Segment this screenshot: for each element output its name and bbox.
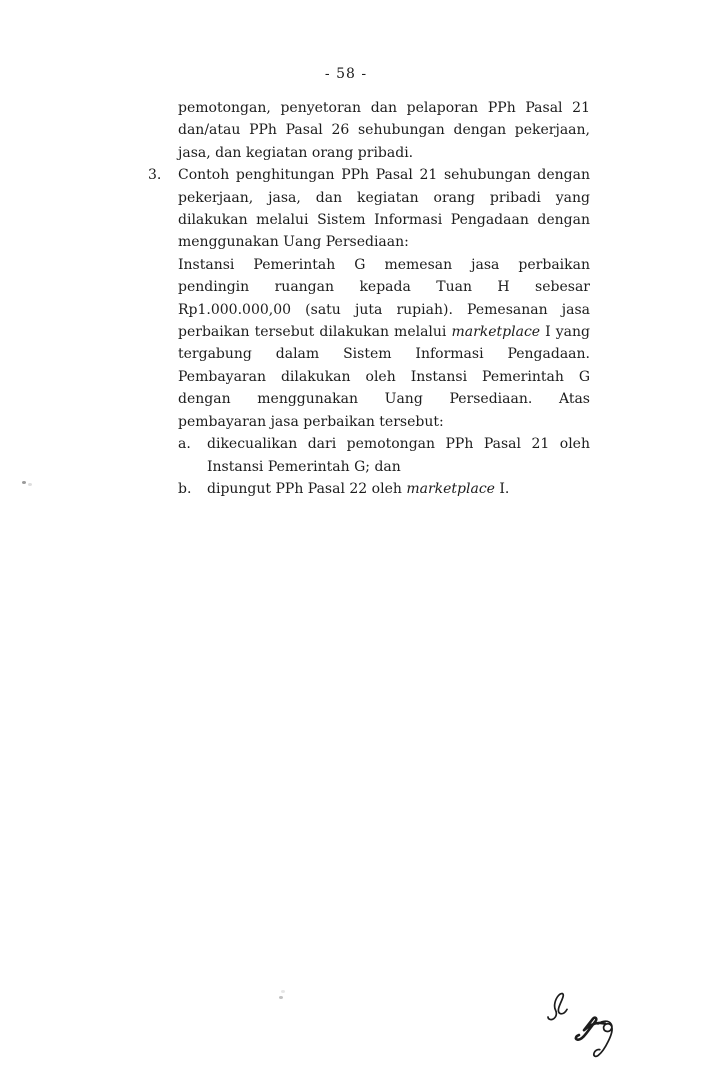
continuation-paragraph: pemotongan, penyetoran dan pelaporan PPh Pasal 21 dan/atau PPh Pasal 26 sehubungan dengan pekerjaan, jasa, dan kegiatan orang pribadi. <box>178 100 590 161</box>
item-b-text: dipungut PPh Pasal 22 oleh marketplace I. <box>207 480 510 497</box>
signature-stroke-knot <box>576 1018 605 1040</box>
item-3-number: 3. <box>148 167 162 184</box>
page-content <box>148 97 590 500</box>
scan-speck <box>22 481 26 484</box>
page-number: - 58 - <box>324 66 368 82</box>
lettered-item-b <box>178 478 590 500</box>
item-3-paragraph-2: Instansi Pemerintah G memesan jasa perbaikan pendingin ruangan kepada Tuan H sebesar Rp1.000.000,00 (satu juta rupiah). Pemesanan jasa perbaikan tersebut dilakukan melalui marketplace I yang tergabung dalam Sistem Informasi Pengadaan. Pembayaran dilakukan oleh Instansi Pemerintah G dengan menggunakan Uang Persediaan. Atas pembayaran jasa perbaikan tersebut: <box>178 256 590 430</box>
item-3-body <box>178 164 590 500</box>
item-3-paragraph-1: Contoh penghitungan PPh Pasal 21 sehubungan dengan pekerjaan, jasa, dan kegiatan orang pribadi yang dilakukan melalui Sistem Informasi Pengadaan dengan menggunakan Uang Persediaan: <box>178 167 590 251</box>
item-a-letter: a. <box>178 436 191 453</box>
item-b-letter: b. <box>178 480 192 497</box>
signature-stroke-small <box>548 994 567 1020</box>
numbered-item-3 <box>148 164 590 500</box>
scan-speck <box>279 996 283 999</box>
item-a-text: dikecualikan dari pemotongan PPh Pasal 21 oleh Instansi Pemerintah G; dan <box>207 436 590 475</box>
signature-stroke-tail <box>594 1021 612 1056</box>
lettered-item-a <box>178 433 590 478</box>
handwritten-signature <box>540 980 650 1080</box>
